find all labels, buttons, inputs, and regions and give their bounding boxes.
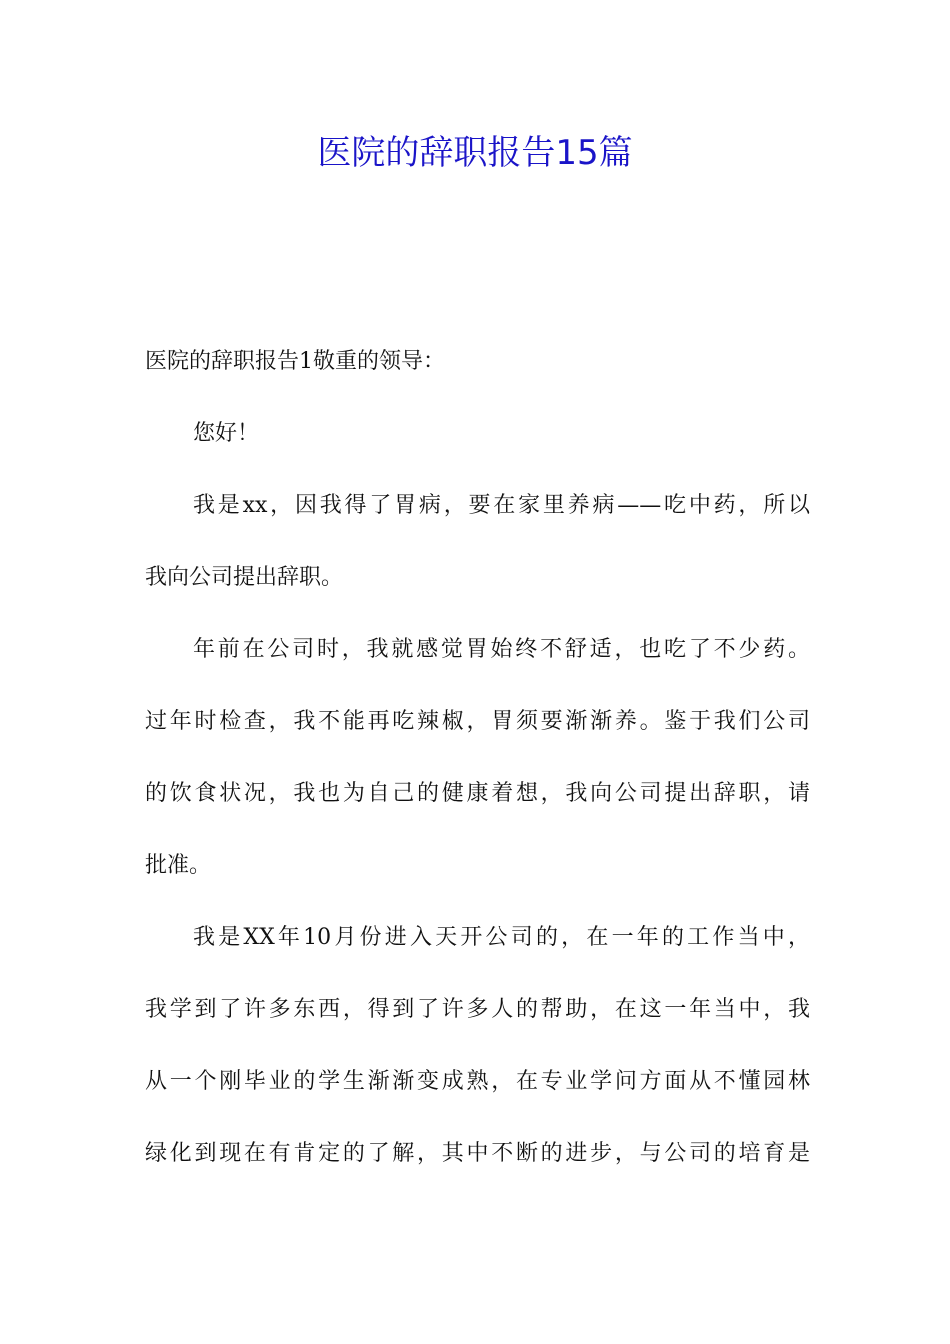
paragraph-line: 批准。 bbox=[145, 853, 212, 878]
paragraph-line: 的饮食状况，我也为自己的健康着想，我向公司提出辞职，请 bbox=[145, 781, 810, 806]
document-body bbox=[145, 336, 810, 1200]
paragraph-line: 我是XX年10月份进入天开公司的，在一年的工作当中， bbox=[193, 925, 810, 950]
paragraph-line: 年前在公司时，我就感觉胃始终不舒适，也吃了不少药。 bbox=[193, 637, 810, 662]
paragraph-line: 我向公司提出辞职。 bbox=[145, 565, 344, 590]
paragraph-line: 绿化到现在有肯定的了解，其中不断的进步，与公司的培育是 bbox=[145, 1141, 810, 1166]
paragraph-line: 我学到了许多东西，得到了许多人的帮助，在这一年当中，我 bbox=[145, 997, 810, 1022]
document-title: 医院的辞职报告15篇 bbox=[317, 133, 633, 173]
paragraph-line: 我是xx，因我得了胃病，要在家里养病——吃中药，所以 bbox=[193, 493, 810, 518]
paragraph-line: 从一个刚毕业的学生渐渐变成熟，在专业学问方面从不懂园林 bbox=[145, 1069, 810, 1094]
paragraph-line: 您好！ bbox=[193, 421, 260, 446]
paragraph-line: 医院的辞职报告1敬重的领导： bbox=[145, 349, 445, 374]
paragraph-line: 过年时检查，我不能再吃辣椒，胃须要渐渐养。鉴于我们公司 bbox=[145, 709, 810, 734]
